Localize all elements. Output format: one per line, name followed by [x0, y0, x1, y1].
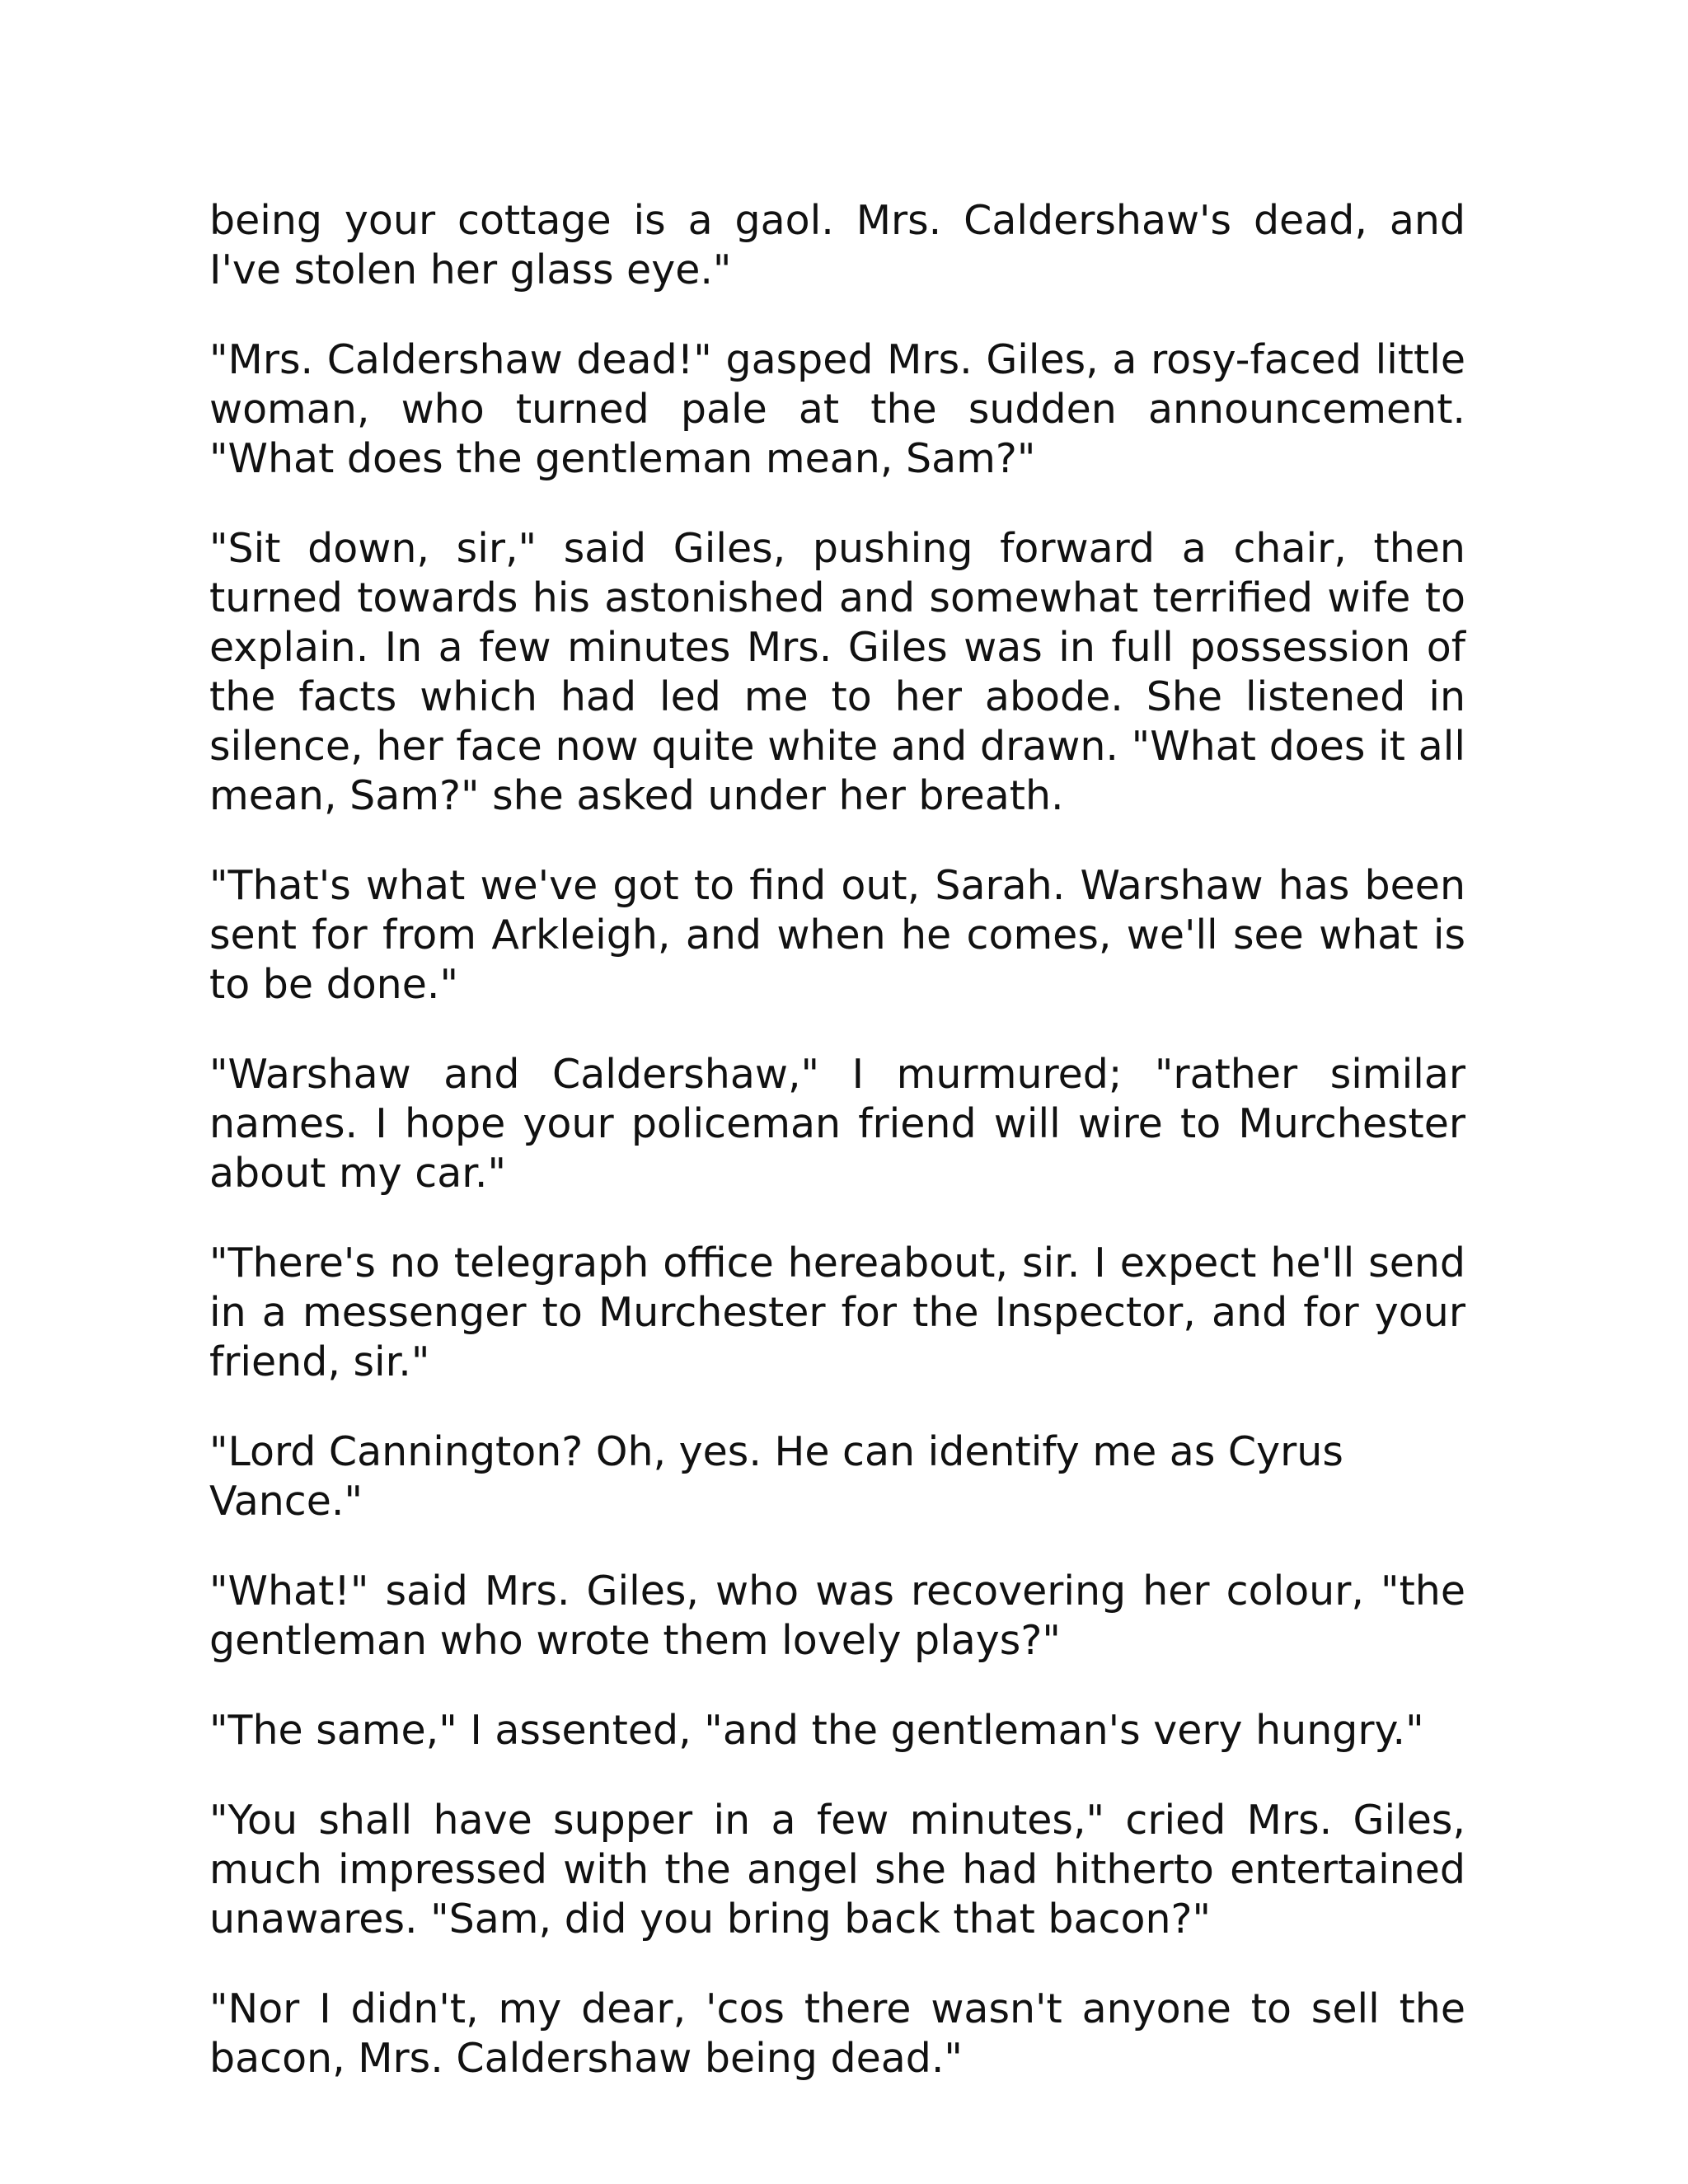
paragraph: "Nor I didn't, my dear, 'cos there wasn't anyone to sell the bacon, Mrs. Caldershaw being dead." — [209, 1985, 1465, 2082]
paragraph: "Warshaw and Caldershaw," I murmured; "rather similar names. I hope your policeman friend will wire to Murchester about my car." — [209, 1051, 1465, 1197]
paragraph: "You shall have supper in a few minutes," cried Mrs. Giles, much impressed with the angel she had hitherto entertained unawares. "Sam, did you bring back that bacon?" — [209, 1797, 1465, 1943]
paragraph: "The same," I assented, "and the gentleman's very hungry." — [209, 1707, 1424, 1754]
paragraph: "That's what we've got to find out, Sarah. Warshaw has been sent for from Arkleigh, and when he comes, we'll see what is to be done." — [209, 862, 1465, 1008]
paragraph: "Mrs. Caldershaw dead!" gasped Mrs. Giles, a rosy-faced little woman, who turned pale at the sudden announcement. "What does the gentleman mean, Sam?" — [209, 336, 1465, 482]
document-page — [209, 196, 1465, 2124]
paragraph: "What!" said Mrs. Giles, who was recovering her colour, "the gentleman who wrote them lovely plays?" — [209, 1568, 1465, 1664]
paragraph: "Lord Cannington? Oh, yes. He can identify me as Cyrus Vance." — [209, 1428, 1343, 1525]
paragraph: "There's no telegraph office hereabout, sir. I expect he'll send in a messenger to Murchester for the Inspector, and for your friend, sir." — [209, 1240, 1465, 1385]
paragraph: being your cottage is a gaol. Mrs. Caldershaw's dead, and I've stolen her glass eye." — [209, 197, 1465, 293]
paragraph: "Sit down, sir," said Giles, pushing forward a chair, then turned towards his astonished and somewhat terrified wife to explain. In a few minutes Mrs. Giles was in full possession of the facts which had led me to her abode. She listened in silence, her face now quite white and drawn. "What does it all mean, Sam?" she asked under her breath. — [209, 525, 1465, 819]
